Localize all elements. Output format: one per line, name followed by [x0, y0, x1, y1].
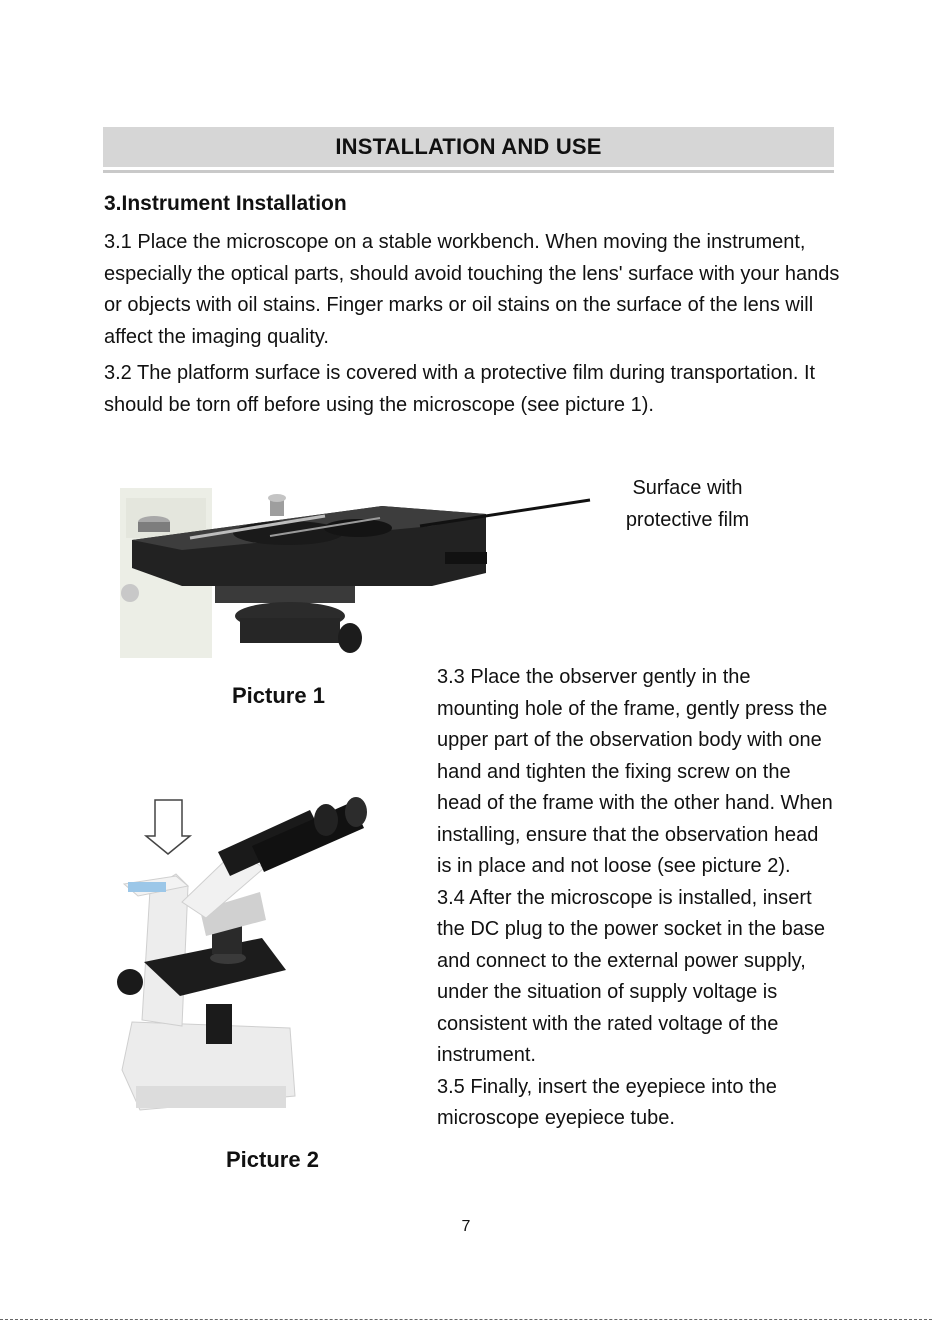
paragraph-3-4: 3.4 After the microscope is installed, insert the DC plug to the power socket in the base and connect to the external power supply, under the situation of supply voltage is consistent with the rated voltage of the instrument.	[437, 886, 826, 1066]
page-number: 7	[461, 1218, 471, 1235]
section-header-bar	[103, 127, 834, 167]
picture-1-caption: Picture 1	[232, 683, 325, 708]
paragraph-3-5: 3.5 Finally, insert the eyepiece into the microscope eyepiece tube.	[437, 1075, 777, 1129]
down-arrow-icon	[146, 800, 190, 854]
paragraph-3-3: 3.3 Place the observer gently in the mounting hole of the frame, gently press the upper part of the observation body with one hand and tighten the fixing screw on the head of the frame with the other hand. When installing, ensure that the observation head is in place and not loose (see picture 2).	[437, 666, 833, 877]
paragraph-3-2: 3.2 The platform surface is covered with a protective film during transportation. It should be torn off before using the microscope (see picture 1).	[104, 362, 816, 416]
page-bottom-border	[0, 1319, 932, 1320]
installation-steps-column	[437, 662, 837, 1135]
header-underline	[103, 170, 834, 173]
page-title: INSTALLATION AND USE	[335, 134, 602, 159]
protective-film-callout	[600, 472, 775, 536]
callout-line-2: protective film	[625, 509, 750, 531]
callout-line-1: Surface with	[632, 477, 743, 499]
picture-2-caption: Picture 2	[226, 1147, 319, 1172]
section-title: 3.Instrument Installation	[104, 192, 347, 215]
picture-1-stage-image	[120, 488, 600, 658]
paragraph-3-1: 3.1 Place the microscope on a stable workbench. When moving the instrument, especially the optical parts, should avoid touching the lens' surface with your hands or objects with oil stains. Finger marks or oil stains on the surface of the lens will affect the imaging quality.	[104, 231, 840, 348]
picture-2-microscope-image	[110, 790, 370, 1135]
